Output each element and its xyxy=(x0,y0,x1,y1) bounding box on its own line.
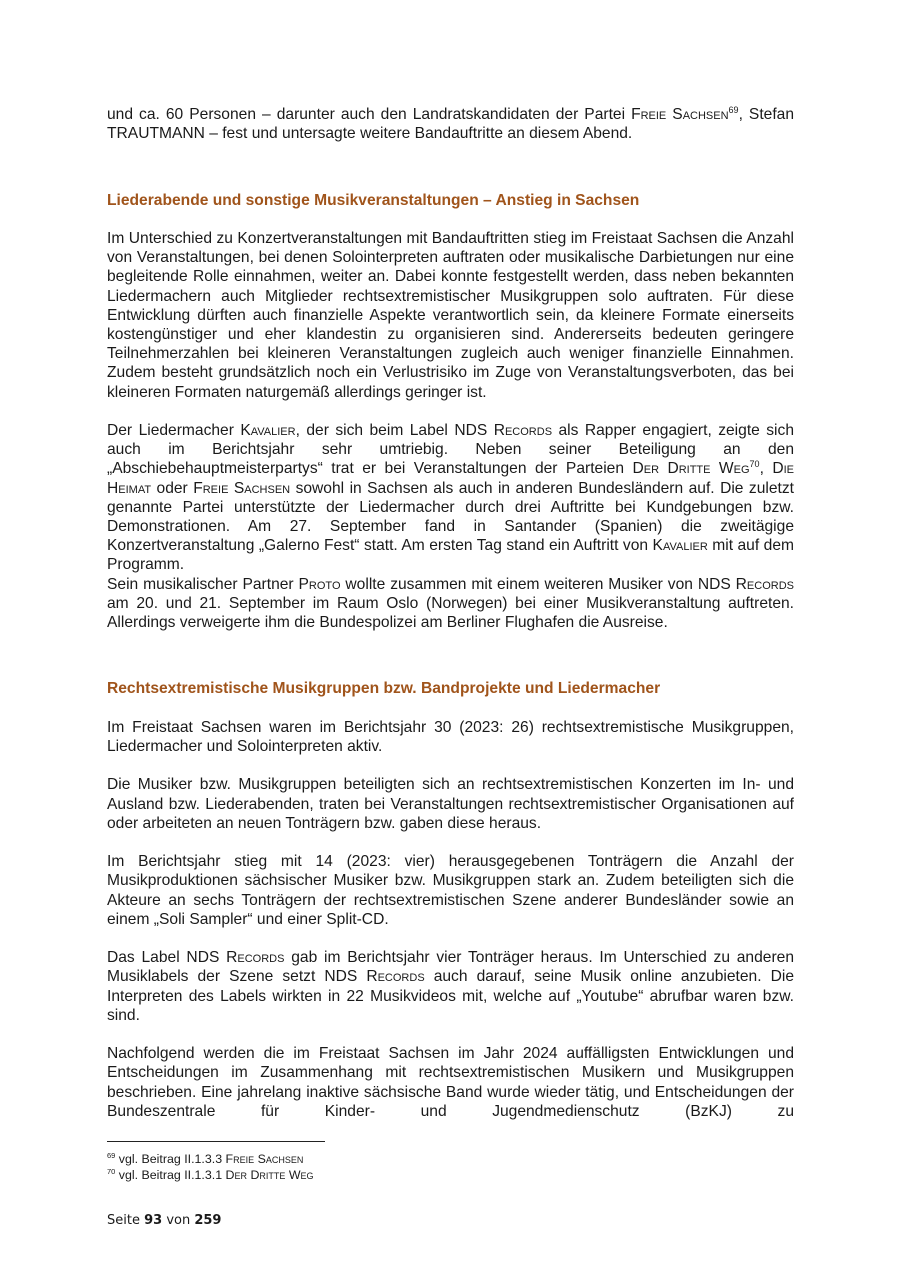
section-heading-liederabende: Liederabende und sonstige Musikveranstaltungen – Anstieg in Sachsen xyxy=(107,191,640,209)
footnote-69: $^{69}$ vgl. Beitrag II.1.3.3 Freie Sachsen xyxy=(107,1150,304,1166)
page-number: Seite 93 von 259 xyxy=(107,1213,222,1228)
paragraph-musiker: Die Musiker bzw. Musikgruppen beteiligten sich an rechtsextremistischen Konzerten im In- und Ausland bzw. Liederabenden, traten bei Veranstaltungen rechtsextremistischer Organisationen auf oder arbeiteten an neuen Tonträgern bzw. gaben diese heraus. xyxy=(107,776,794,832)
paragraph-intro-continuation: und ca. 60 Personen – darunter auch den Landratskandidaten der Partei Freie Sachsen$^{69}$, Stefan TRAUTMANN – fest und untersagte weitere Bandauftritte an diesem Abend. xyxy=(107,104,795,143)
paragraph-count: Im Freistaat Sachsen waren im Berichtsjahr 30 (2023: 26) rechtsextremistische Musikgruppen, Liedermacher und Solointerpreten aktiv. xyxy=(107,718,794,756)
paragraph-proto: Sein musikalischer Partner Proto wollte zusammen mit einem weiteren Musiker von NDS Records am 20. und 21. September im Raum Oslo (Norwegen) bei einer Musikveranstaltung auftreten. Allerdings verweigerte ihm die Bundespolizei am Berliner Flughafen die Ausreise. xyxy=(107,575,794,632)
paragraph-liederabende: Im Unterschied zu Konzertveranstaltungen mit Bandauftritten stieg im Freistaat Sachsen die Anzahl von Veranstaltungen, bei denen Solointerpreten auftraten oder musikalische Darbietungen nur eine begleitende Rolle einnahmen, weiter an. Dabei konnte festgestellt werden, dass neben bekannten Liedermachern auch Mitglieder rechtsextremistischer Musikgruppen solo auftraten. Für diese Entwicklung dürften auch finanzielle Aspekte verantwortlich sein, da kleinere Formate einerseits kostengünstiger und eher klandestin zu organisieren sind. Andererseits bedeuten geringere Teilnehmerzahlen bei kleineren Veranstaltungen zugleich auch weniger finanzielle Einnahmen. Zudem besteht grundsätzlich noch ein Verlustrisiko im Zuge von Veranstaltungsverboten, das bei kleineren Formaten naturgemäß allerdings geringer ist. xyxy=(107,229,794,401)
footnote-ref-70[interactable]: 70 xyxy=(749,459,760,470)
paragraph-nachfolgend: Nachfolgend werden die im Freistaat Sachsen im Jahr 2024 auffälligsten Entwicklungen und Entscheidungen im Zusammenhang mit rechtsextremistischen Musikern und Musikgruppen beschrieben. Eine jahrelang inaktive sächsische Band wurde wieder tätig, und Entscheidungen der Bundeszentrale für Kinder- und Jugendmedienschutz (BzKJ) zu xyxy=(107,1045,794,1120)
footnote-70: $^{70}$ vgl. Beitrag II.1.3.1 Der Dritte Weg xyxy=(107,1166,314,1182)
party-name: Freie Sachsen xyxy=(631,106,729,123)
footnote-divider xyxy=(107,1141,325,1142)
footnote-ref-69[interactable]: 69 xyxy=(728,104,739,115)
paragraph-tontraeger: Im Berichtsjahr stieg mit 14 (2023: vier) herausgegebenen Tonträgern die Anzahl der Musikproduktionen sächsischer Musiker bzw. Musikgruppen stark an. Zudem beteiligten sich die Akteure an sechs Tonträgern der rechtsextremistischen Szene anderer Bundesländer sowie an einem „Soli Sampler“ und einer Split-CD. xyxy=(107,853,794,928)
paragraph-kavalier: Der Liedermacher Kavalier, der sich beim Label NDS Records als Rapper engagiert, zeigte sich auch im Berichtsjahr sehr umtriebig. Neben seiner Beteiligung an den „Abschiebehauptmeisterpartys“ trat er bei Veranstaltungen der Parteien Der Dritte Weg$^{70}$, Die Heimat oder Freie Sachsen sowohl in Sachsen als auch in anderen Bundesländern auf. Die zuletzt genannte Partei unterstützte der Liedermacher durch drei Auftritte bei Kundgebungen bzw. Demonstrationen. Am 27. September fand in Santander (Spanien) die zweitägige Konzertveranstaltung „Galerno Fest“ statt. Am ersten Tag stand ein Auftritt von Kavalier mit auf dem Programm. xyxy=(107,422,794,574)
section-heading-musikgruppen: Rechtsextremistische Musikgruppen bzw. Bandprojekte und Liedermacher xyxy=(107,680,661,698)
main-text xyxy=(107,105,794,1121)
paragraph-label: Das Label NDS Records gab im Berichtsjahr vier Tonträger heraus. Im Unterschied zu anderen Musiklabels der Szene setzt NDS Records auch darauf, seine Musik online anzubieten. Die Interpreten des Labels wirkten in 22 Musikvideos mit, welche auf „Youtube“ abrufbar waren bzw. sind. xyxy=(107,949,795,1024)
footnotes xyxy=(107,1151,314,1183)
